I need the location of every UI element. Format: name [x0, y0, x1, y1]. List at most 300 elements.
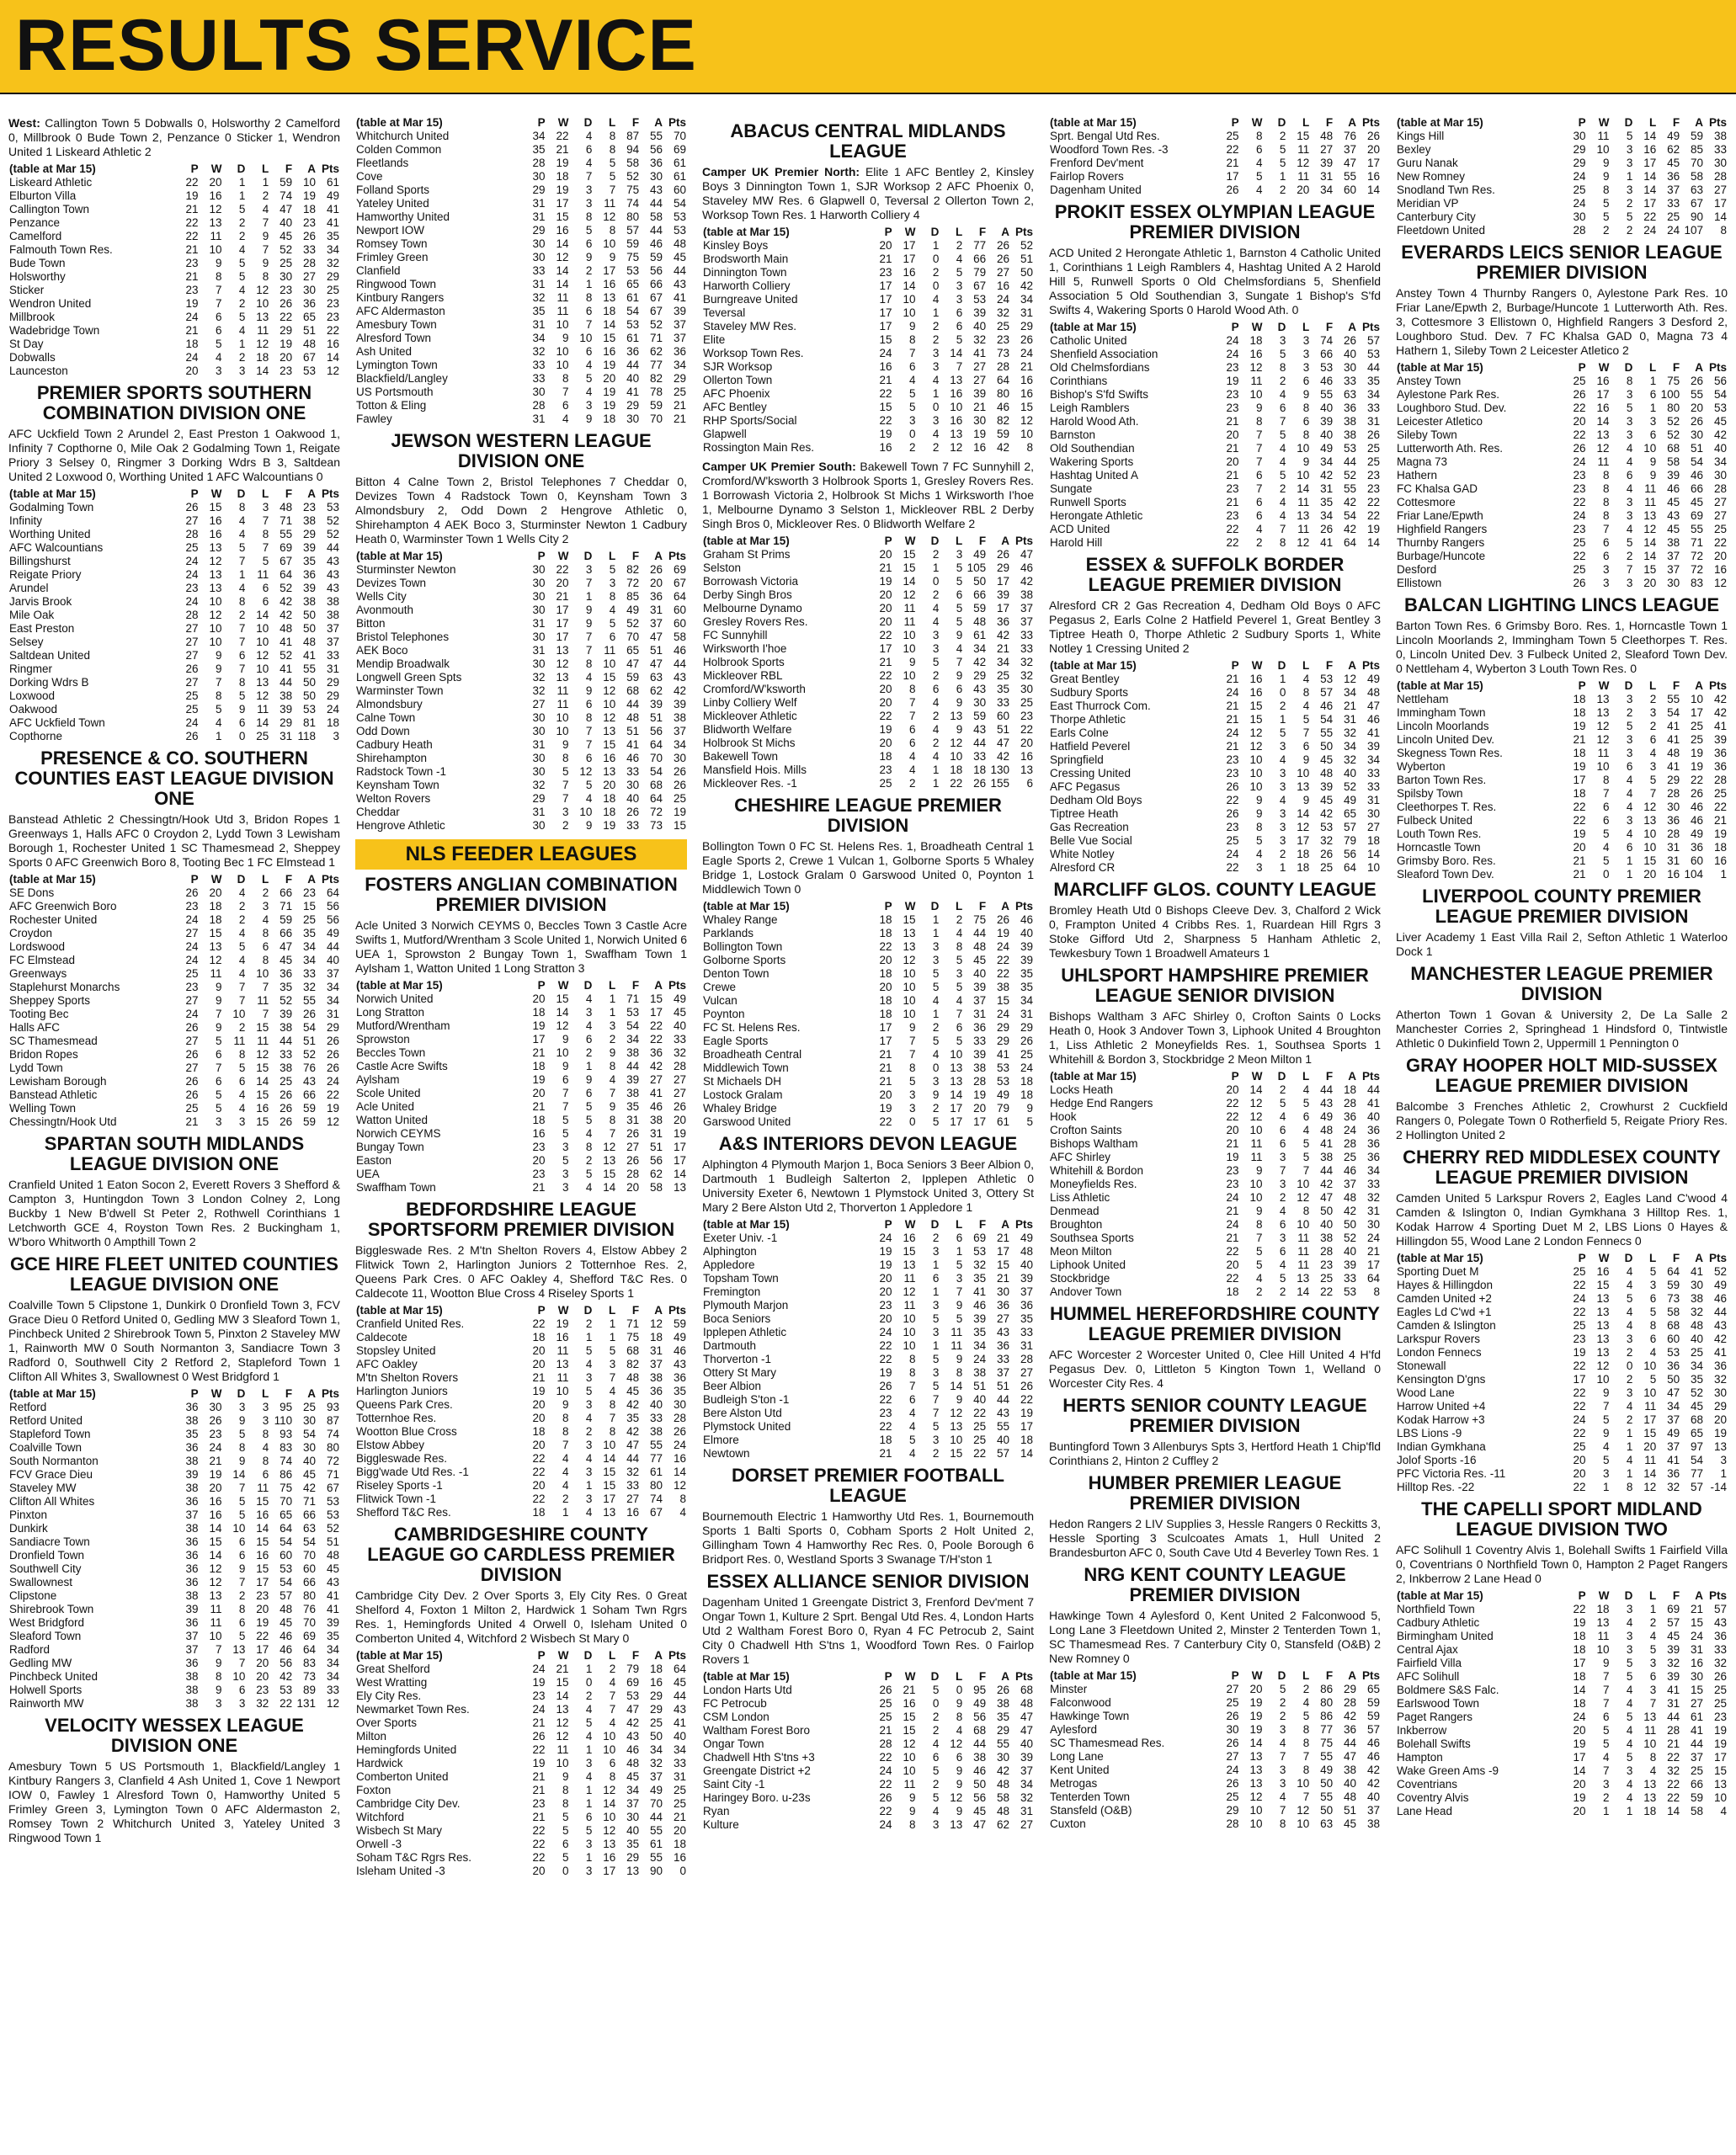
- stat-cell: 9: [215, 649, 222, 662]
- stat-cell: 39: [1020, 954, 1033, 966]
- stat-cell: 30: [673, 1398, 686, 1411]
- stat-cell: 1: [1626, 1427, 1633, 1439]
- stat-cell: 30: [1573, 210, 1586, 223]
- team-name: Elstow Abbey: [356, 1439, 425, 1451]
- stat-cell: 6: [1602, 550, 1610, 562]
- stat-cell: 3: [585, 1006, 593, 1019]
- stat-cell: 3: [1649, 415, 1657, 428]
- stat-cell: 39: [1020, 940, 1033, 953]
- stat-cell: 20: [1573, 1805, 1586, 1817]
- table-row: [355, 563, 687, 577]
- stat-cell: 5: [215, 703, 222, 716]
- stat-cell: 19: [603, 386, 616, 398]
- stat-cell: 34: [1320, 509, 1334, 522]
- stat-cell: 11: [1644, 1454, 1657, 1466]
- stat-cell: 3: [1279, 334, 1286, 347]
- stat-cell: 9: [956, 696, 963, 709]
- stat-cell: 21: [879, 1062, 892, 1074]
- league-table: [355, 550, 687, 833]
- table-header-cell: A: [1348, 1669, 1357, 1682]
- table-row: [355, 143, 687, 157]
- stat-cell: 20: [1573, 1454, 1586, 1466]
- stat-cell: 33: [1344, 375, 1357, 387]
- stat-cell: 11: [233, 1035, 246, 1047]
- stat-cell: 10: [1596, 1643, 1610, 1656]
- stat-cell: 46: [650, 237, 663, 250]
- stat-cell: 22: [1573, 550, 1586, 562]
- stat-cell: 1: [932, 306, 940, 319]
- table-row: [355, 1141, 687, 1154]
- stat-cell: 35: [626, 1412, 640, 1424]
- stat-cell: 9: [1602, 1427, 1610, 1439]
- stat-cell: 9: [1255, 794, 1263, 806]
- team-name: Friar Lane/Epwth: [1397, 509, 1483, 522]
- table-row: [8, 189, 340, 203]
- stat-cell: 26: [1320, 848, 1334, 860]
- stat-cell: 67: [650, 1506, 663, 1519]
- stat-cell: 3: [1279, 807, 1286, 820]
- stat-cell: 30: [973, 696, 987, 709]
- stat-cell: 18: [1366, 834, 1380, 847]
- stat-cell: 11: [1644, 482, 1657, 495]
- table-header-cell: Pts: [1014, 1218, 1033, 1231]
- stat-cell: 20: [879, 954, 892, 966]
- stat-cell: 43: [973, 723, 987, 736]
- stat-cell: 75: [1320, 1737, 1334, 1749]
- table-row: [1396, 1279, 1728, 1292]
- stat-cell: 16: [626, 1506, 640, 1519]
- stat-cell: 35: [280, 981, 293, 993]
- stat-cell: 6: [262, 940, 269, 953]
- table-row: [355, 1479, 687, 1493]
- table-row: [1396, 375, 1728, 388]
- stat-cell: 20: [1643, 1440, 1657, 1453]
- stat-cell: 42: [1713, 693, 1727, 705]
- table-row: [355, 684, 687, 698]
- stat-cell: 10: [303, 176, 317, 189]
- table-row: [1396, 747, 1728, 760]
- stat-cell: 5: [1626, 1751, 1633, 1764]
- stat-cell: 10: [1249, 780, 1263, 793]
- stat-cell: 0: [238, 730, 246, 742]
- stat-cell: 9: [956, 1393, 963, 1406]
- stat-cell: 10: [1297, 1777, 1310, 1790]
- stat-cell: 7: [609, 1689, 616, 1702]
- stat-cell: 20: [532, 1358, 546, 1370]
- stat-cell: 3: [1279, 1723, 1286, 1736]
- stat-cell: 28: [673, 1060, 686, 1072]
- table-header-cell: P: [1231, 116, 1239, 129]
- stat-cell: 52: [326, 528, 339, 540]
- stat-cell: 4: [932, 750, 940, 763]
- results-text: Coalville Town 5 Clipstone 1, Dunkirk 0 Dronfield Town 3, FCV Grace Dieu 0 Retford United 0, Gedling MW 3 Sleaford Town 1, Pinchbeck United 2 Shirebrook Town 5, Pinxton 2 Staveley MW 1, Rainworth MW 0 South Normanton 3, Sandiacre Town 3 Radford 0, Southwell City 2 Retford 2, Stapleford Town 1 Clifton All Whites 3, Swallownest 0 West Bridgford 1: [8, 1298, 340, 1383]
- stat-cell: 3: [1720, 1454, 1727, 1466]
- stat-cell: 9: [956, 1299, 963, 1312]
- stat-cell: 40: [626, 372, 640, 385]
- stat-cell: 24: [879, 347, 892, 359]
- team-name: Holsworthy: [9, 270, 66, 283]
- stat-cell: 49: [1020, 1232, 1033, 1244]
- table-row: [702, 696, 1034, 710]
- stat-cell: 1: [238, 568, 246, 581]
- stat-cell: 11: [556, 291, 569, 304]
- stat-cell: 6: [1649, 1670, 1657, 1683]
- stat-cell: 5: [585, 1344, 593, 1357]
- stat-cell: 32: [1020, 669, 1033, 682]
- league-table: [1049, 116, 1381, 197]
- stat-cell: 68: [626, 684, 640, 697]
- stat-cell: 47: [280, 203, 293, 216]
- table-header-cell: A: [1695, 679, 1704, 692]
- stat-cell: 10: [1249, 753, 1263, 766]
- team-name: Croydon: [9, 927, 53, 939]
- stat-cell: 0: [679, 1865, 686, 1877]
- table-header-cell: W: [210, 873, 222, 886]
- stat-cell: 8: [1279, 361, 1286, 374]
- team-name: Haringey Boro. u-23s: [703, 1791, 811, 1804]
- table-row: [1049, 794, 1381, 807]
- stat-cell: 29: [326, 270, 339, 283]
- stat-cell: 22: [532, 1452, 546, 1465]
- stat-cell: 37: [1344, 143, 1357, 156]
- stat-cell: 5: [1649, 1306, 1657, 1318]
- table-header-cell: L: [262, 487, 269, 500]
- stat-cell: 12: [556, 1716, 569, 1729]
- stat-cell: 38: [326, 595, 339, 608]
- stat-cell: 15: [903, 548, 916, 561]
- table-header-cell: (table at Mar 15): [356, 979, 443, 992]
- stat-cell: 22: [556, 130, 569, 142]
- stat-cell: 12: [209, 1576, 222, 1588]
- stat-cell: 5: [1602, 827, 1610, 840]
- stat-cell: 5: [1649, 1643, 1657, 1656]
- stat-cell: 46: [626, 752, 640, 764]
- stat-cell: 31: [532, 318, 546, 331]
- stat-cell: 2: [1279, 375, 1286, 387]
- stat-cell: 77: [650, 359, 663, 371]
- stat-cell: 70: [650, 1797, 663, 1810]
- stat-cell: 22: [1691, 774, 1704, 786]
- stat-cell: 3: [956, 1272, 963, 1285]
- results-text: Banstead Athletic 2 Chessingtn/Hook Utd 3, Bridon Ropes 1 Greenways 1, Halls AFC 0 Croydon 2, Lydd Town 3 Lewisham Borough 1, Rochester United 1 SC Thamesmead 2, Sheppey Sports 0 AFC Greenwich Boro 8, Tooting Bec 1 FC Elmstead 1: [8, 812, 340, 869]
- team-name: Odd Down: [356, 725, 410, 737]
- table-header-cell: Pts: [1014, 226, 1033, 238]
- team-name: Newmarket Town Res.: [356, 1703, 470, 1716]
- stat-cell: 3: [1626, 415, 1633, 428]
- stat-cell: 7: [262, 541, 269, 554]
- stat-cell: 42: [997, 750, 1010, 763]
- stat-cell: 14: [1573, 1764, 1586, 1777]
- stat-cell: 8: [562, 1784, 569, 1796]
- stat-cell: 10: [1643, 1386, 1657, 1399]
- table-row: [702, 374, 1034, 387]
- team-name: Hamworthy United: [356, 210, 450, 223]
- stat-cell: 30: [1226, 1723, 1239, 1736]
- table-header-cell: P: [1231, 1070, 1239, 1083]
- stat-cell: 38: [185, 1589, 199, 1602]
- table-row: [1396, 1737, 1728, 1751]
- table-row: [702, 441, 1034, 455]
- stat-cell: 5: [1626, 1292, 1633, 1305]
- results-text: Camper UK Premier South: Bakewell Town 7 FC Sunnyhill 2, Cromford/W'ksworth 3 Holbrook Sports 1, Gresley Rovers Res. 1 Borrowash Victoria 2, Holbrook St Michs 1 Wirksworth I'hoe 1, Melbourne Dynamo 3 Selston 1, Mickleover RBL 2 Derby Singh Bros 0, Mickleover Res. 0 Blidworth Welfare 2: [702, 460, 1034, 530]
- stat-cell: 48: [626, 1371, 640, 1384]
- stat-cell: 9: [1602, 1657, 1610, 1669]
- stat-cell: 13: [556, 1358, 569, 1370]
- team-name: Elmore: [703, 1434, 739, 1446]
- stat-cell: 5: [956, 266, 963, 279]
- stat-cell: 30: [532, 577, 546, 589]
- table-header-cell: A: [1695, 116, 1704, 129]
- league-section: [702, 460, 1034, 790]
- stat-cell: 14: [1713, 210, 1727, 223]
- team-name: Ellistown: [1397, 577, 1442, 589]
- stat-cell: 2: [1626, 197, 1633, 210]
- stat-cell: 93: [280, 1428, 293, 1440]
- stat-cell: 12: [950, 441, 963, 454]
- stat-cell: 24: [1573, 170, 1586, 183]
- stat-cell: 10: [1596, 143, 1610, 156]
- table-row: [702, 1366, 1034, 1380]
- stat-cell: 32: [1020, 1791, 1033, 1804]
- stat-cell: 45: [303, 1468, 317, 1481]
- table-header-cell: A: [1695, 1252, 1704, 1264]
- stat-cell: 6: [1649, 428, 1657, 441]
- stat-cell: 20: [879, 588, 892, 601]
- stat-cell: 31: [326, 662, 339, 675]
- stat-cell: 74: [326, 1428, 339, 1440]
- team-name: Wendron United: [9, 297, 92, 310]
- stat-cell: 18: [1573, 706, 1586, 719]
- stat-cell: 22: [879, 387, 892, 400]
- table-header-cell: (table at Mar 15): [1397, 679, 1483, 692]
- team-name: Corinthians: [1050, 375, 1108, 387]
- team-name: Camden United +2: [1397, 1292, 1492, 1305]
- league-title: CHESHIRE LEAGUE PREMIER DIVISION: [734, 795, 1002, 836]
- stat-cell: 5: [562, 1851, 569, 1864]
- stat-cell: 4: [585, 1770, 593, 1783]
- table-header-row: [1049, 659, 1381, 673]
- table-row: [702, 1035, 1034, 1048]
- stat-cell: 5: [1626, 536, 1633, 549]
- table-header-cell: (table at Mar 15): [1050, 1669, 1137, 1682]
- stat-cell: 9: [238, 1455, 246, 1467]
- stat-cell: 3: [1649, 760, 1657, 773]
- team-name: Frenford Dev'ment: [1050, 157, 1144, 169]
- stat-cell: 29: [280, 716, 293, 729]
- table-row: [8, 338, 340, 351]
- stat-cell: 30: [532, 604, 546, 616]
- stat-cell: 59: [650, 251, 663, 263]
- stat-cell: 34: [1667, 1400, 1680, 1413]
- table-header-cell: L: [956, 900, 963, 913]
- stat-cell: 7: [1255, 428, 1263, 441]
- table-row: [702, 548, 1034, 561]
- stat-cell: 42: [1344, 496, 1357, 508]
- stat-cell: 19: [1573, 1737, 1586, 1750]
- table-row: [355, 1033, 687, 1046]
- team-name: Frimley Green: [356, 251, 429, 263]
- league-section: [1396, 116, 1728, 237]
- stat-cell: 30: [532, 657, 546, 670]
- stat-cell: 59: [1691, 1791, 1704, 1804]
- team-name: Exeter Univ. -1: [703, 1232, 778, 1244]
- stat-cell: 22: [1573, 428, 1586, 441]
- table-row: [702, 723, 1034, 737]
- stat-cell: 11: [903, 1272, 916, 1285]
- stat-cell: 1: [1626, 1440, 1633, 1453]
- table-row: [355, 698, 687, 711]
- stat-cell: 14: [903, 575, 916, 588]
- stat-cell: 13: [950, 1062, 963, 1074]
- table-row: [1396, 1751, 1728, 1764]
- stat-cell: 37: [326, 622, 339, 635]
- stat-cell: 3: [609, 1358, 616, 1370]
- stat-cell: 61: [650, 1838, 663, 1850]
- stat-cell: 21: [1226, 1205, 1239, 1217]
- stat-cell: 1: [932, 927, 940, 939]
- stat-cell: 5: [238, 689, 246, 702]
- team-name: Kent United: [1050, 1764, 1110, 1776]
- stat-cell: 46: [1366, 1737, 1380, 1749]
- stat-cell: 75: [280, 1482, 293, 1494]
- stat-cell: 34: [1344, 686, 1357, 699]
- stat-cell: 40: [303, 1455, 317, 1467]
- stat-cell: 9: [1302, 753, 1310, 766]
- stat-cell: 33: [1366, 1178, 1380, 1190]
- table-header-cell: (table at Mar 15): [9, 162, 96, 175]
- stat-cell: 14: [256, 364, 269, 377]
- table-row: [1396, 1467, 1728, 1481]
- stat-cell: 62: [650, 345, 663, 358]
- stat-cell: 45: [280, 954, 293, 966]
- stat-cell: 52: [626, 617, 640, 630]
- stat-cell: 11: [903, 1778, 916, 1791]
- stat-cell: 80: [1667, 402, 1680, 414]
- table-row: [8, 324, 340, 338]
- stat-cell: 4: [238, 324, 246, 337]
- team-name: Long Stratton: [356, 1006, 425, 1019]
- stat-cell: 42: [1713, 1333, 1727, 1345]
- stat-cell: 37: [185, 1643, 199, 1656]
- league-section: [355, 875, 687, 1195]
- table-row: [702, 575, 1034, 588]
- stat-cell: 31: [650, 1127, 663, 1140]
- stat-cell: 15: [879, 401, 892, 413]
- stat-cell: 24: [1573, 1413, 1586, 1426]
- stat-cell: 3: [262, 900, 269, 913]
- stat-cell: 2: [932, 737, 940, 749]
- stat-cell: 15: [903, 913, 916, 926]
- team-name: Lewisham Borough: [9, 1075, 107, 1088]
- table-row: [702, 1434, 1034, 1447]
- team-name: FC Elmstead: [9, 954, 76, 966]
- stat-cell: 38: [185, 1670, 199, 1683]
- stat-cell: 19: [1573, 720, 1586, 732]
- stat-cell: 3: [215, 1115, 222, 1128]
- stat-cell: 17: [997, 602, 1010, 615]
- stat-cell: 12: [950, 737, 963, 749]
- stat-cell: 6: [238, 1684, 246, 1696]
- stat-cell: 15: [1643, 563, 1657, 576]
- team-name: Fremington: [703, 1285, 761, 1298]
- stat-cell: 6: [215, 1075, 222, 1088]
- stat-cell: 31: [326, 1008, 339, 1020]
- stat-cell: 7: [1649, 1697, 1657, 1710]
- stat-cell: 25: [1344, 1151, 1357, 1163]
- stat-cell: 1: [1279, 170, 1286, 183]
- stat-cell: 5: [956, 1258, 963, 1271]
- stat-cell: 49: [1320, 1764, 1334, 1776]
- stat-cell: 53: [626, 1006, 640, 1019]
- table-header-cell: Pts: [1014, 900, 1033, 913]
- stat-cell: 7: [1279, 523, 1286, 535]
- stat-cell: 18: [879, 1434, 892, 1446]
- stat-cell: 56: [650, 143, 663, 156]
- stat-cell: 33: [973, 1035, 987, 1047]
- stat-cell: 1: [585, 1797, 593, 1810]
- stat-cell: 58: [650, 210, 663, 223]
- stat-cell: 6: [262, 1468, 269, 1481]
- stat-cell: 24: [1226, 686, 1239, 699]
- stat-cell: 15: [1297, 130, 1310, 142]
- stat-cell: 44: [1320, 1083, 1334, 1096]
- stat-cell: 8: [1302, 428, 1310, 441]
- stat-cell: 2: [932, 1021, 940, 1034]
- stat-cell: 16: [603, 278, 616, 290]
- stat-cell: 2: [1279, 848, 1286, 860]
- table-row: [702, 913, 1034, 927]
- stat-cell: 21: [673, 1811, 686, 1823]
- stat-cell: 38: [280, 1021, 293, 1034]
- results-text: Bournemouth Electric 1 Hamworthy Utd Res. 1, Bournemouth Sports 1 Balti Sports 0, Cobham Sports 2 Holt United 2, Gillingham Town 4 Hamworthy Rec Res. 0, Poole Borough 6 Bridport Res. 0, Westland Sports 3 Swanage T/H'ston 1: [702, 1509, 1034, 1566]
- stat-cell: 42: [650, 1060, 663, 1072]
- stat-cell: 26: [1226, 807, 1239, 820]
- stat-cell: 18: [1713, 841, 1727, 854]
- stat-cell: 9: [562, 332, 569, 344]
- table-header-cell: A: [307, 487, 317, 500]
- stat-cell: 60: [303, 1562, 317, 1575]
- stat-cell: 107: [1684, 224, 1704, 237]
- stat-cell: 22: [532, 1466, 546, 1478]
- table-header-cell: L: [956, 1670, 963, 1683]
- stat-cell: 47: [1344, 1750, 1357, 1763]
- stat-cell: 29: [1573, 157, 1586, 169]
- table-row: [8, 1482, 340, 1495]
- stat-cell: 64: [326, 886, 339, 899]
- table-header-cell: D: [1277, 659, 1286, 672]
- table-header-cell: W: [557, 550, 569, 562]
- stat-cell: 39: [280, 703, 293, 716]
- stat-cell: 9: [1649, 469, 1657, 482]
- stat-cell: 2: [1602, 1791, 1610, 1804]
- stat-cell: 23: [1713, 1711, 1727, 1723]
- stat-cell: 9: [609, 1100, 616, 1113]
- table-row: [355, 1743, 687, 1757]
- table-header-cell: Pts: [1361, 659, 1380, 672]
- results-group-label: West:: [8, 116, 40, 130]
- results-columns: [8, 116, 1728, 2147]
- stat-cell: 79: [626, 1663, 640, 1675]
- stat-cell: 1: [956, 1245, 963, 1258]
- table-header-cell: F: [1672, 679, 1680, 692]
- results-text: Bollington Town 0 FC St. Helens Res. 1, Broadheath Central 1 Eagle Sports 2, Crewe 1 Vulcan 1, Golborne Sports 5 Whaley Bridge 1, Lostock Gralam 0 Garswood United 0, Poynton 1 Middlewich Town 0: [702, 839, 1034, 896]
- stat-cell: 23: [1226, 753, 1239, 766]
- stat-cell: 5: [932, 1353, 940, 1365]
- stat-cell: 49: [626, 604, 640, 616]
- stat-cell: 77: [650, 1452, 663, 1465]
- stat-cell: 40: [973, 1393, 987, 1406]
- stat-cell: 31: [532, 806, 546, 818]
